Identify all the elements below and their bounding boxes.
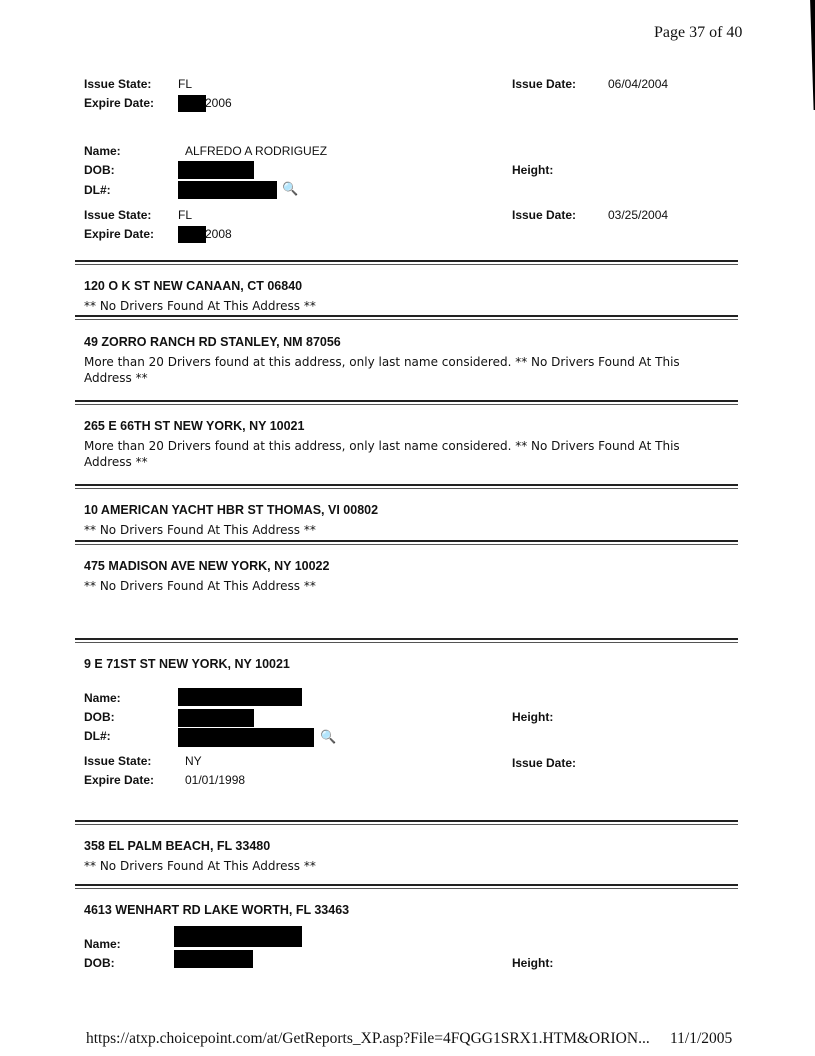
redaction [178,181,277,199]
label-name: Name: [84,691,121,705]
issue-date-value: 06/04/2004 [608,77,669,91]
address-header: 265 E 66TH ST NEW YORK, NY 10021 [84,419,305,433]
separator [75,315,738,320]
address-header: 9 E 71ST ST NEW YORK, NY 10021 [84,657,290,671]
magnifier-icon[interactable]: 🔍 [282,181,299,196]
separator [75,884,738,889]
issue-date-value: 03/25/2004 [608,208,669,222]
issue-state-value: FL [178,77,193,91]
address-header: 4613 WENHART RD LAKE WORTH, FL 33463 [84,903,350,917]
page-number: Page 37 of 40 [654,24,743,41]
label-dl: DL#: [84,729,111,743]
magnifier-icon[interactable]: 🔍 [320,729,337,744]
label-dob: DOB: [84,956,115,970]
label-expire-date: Expire Date: [84,96,155,110]
separator [75,820,738,825]
label-height: Height: [512,163,554,177]
expire-date-value: 2006 [205,96,232,110]
separator [75,638,738,643]
expire-date-value: 01/01/1998 [185,773,246,787]
separator [75,540,738,545]
expire-date-value: 2008 [205,227,232,241]
separator [75,260,738,265]
address-header: 49 ZORRO RANCH RD STANLEY, NM 87056 [84,335,341,349]
label-issue-state: Issue State: [84,77,152,91]
label-height: Height: [512,710,554,724]
redaction [178,728,314,747]
redaction [178,688,302,706]
scan-edge-mark [808,0,815,110]
redaction [178,709,254,727]
separator [75,484,738,489]
footer-url: https://atxp.choicepoint.com/at/GetReports_XP.asp?File=4FQGG1SRX1.HTM&ORION... [86,1030,650,1047]
label-dl: DL#: [84,183,111,197]
label-name: Name: [84,937,121,951]
address-result: More than 20 Drivers found at this address, only last name considered. ** No Drivers Found At This Address ** [84,355,680,385]
label-height: Height: [512,956,554,970]
address-header: 358 EL PALM BEACH, FL 33480 [84,839,271,853]
label-issue-state: Issue State: [84,754,152,768]
address-result: More than 20 Drivers found at this address, only last name considered. ** No Drivers Found At This Address ** [84,439,680,469]
address-result: ** No Drivers Found At This Address ** [84,299,316,313]
address-result: ** No Drivers Found At This Address ** [84,579,316,593]
address-header: 10 AMERICAN YACHT HBR ST THOMAS, VI 00802 [84,503,379,517]
redaction [178,161,254,179]
separator [75,400,738,405]
redaction [174,926,302,947]
label-issue-date: Issue Date: [512,77,577,91]
label-dob: DOB: [84,710,115,724]
label-name: Name: [84,144,121,158]
label-issue-date: Issue Date: [512,756,577,770]
address-result: ** No Drivers Found At This Address ** [84,523,316,537]
label-expire-date: Expire Date: [84,227,155,241]
name-value: ALFREDO A RODRIGUEZ [185,144,328,158]
redaction [178,95,206,112]
issue-state-value: NY [185,754,202,768]
issue-state-value: FL [178,208,193,222]
label-issue-state: Issue State: [84,208,152,222]
redaction [178,226,206,243]
label-expire-date: Expire Date: [84,773,155,787]
footer-date: 11/1/2005 [670,1030,733,1047]
address-result: ** No Drivers Found At This Address ** [84,859,316,873]
label-dob: DOB: [84,163,115,177]
address-header: 120 O K ST NEW CANAAN, CT 06840 [84,279,303,293]
redaction [174,950,253,968]
label-issue-date: Issue Date: [512,208,577,222]
address-header: 475 MADISON AVE NEW YORK, NY 10022 [84,559,330,573]
